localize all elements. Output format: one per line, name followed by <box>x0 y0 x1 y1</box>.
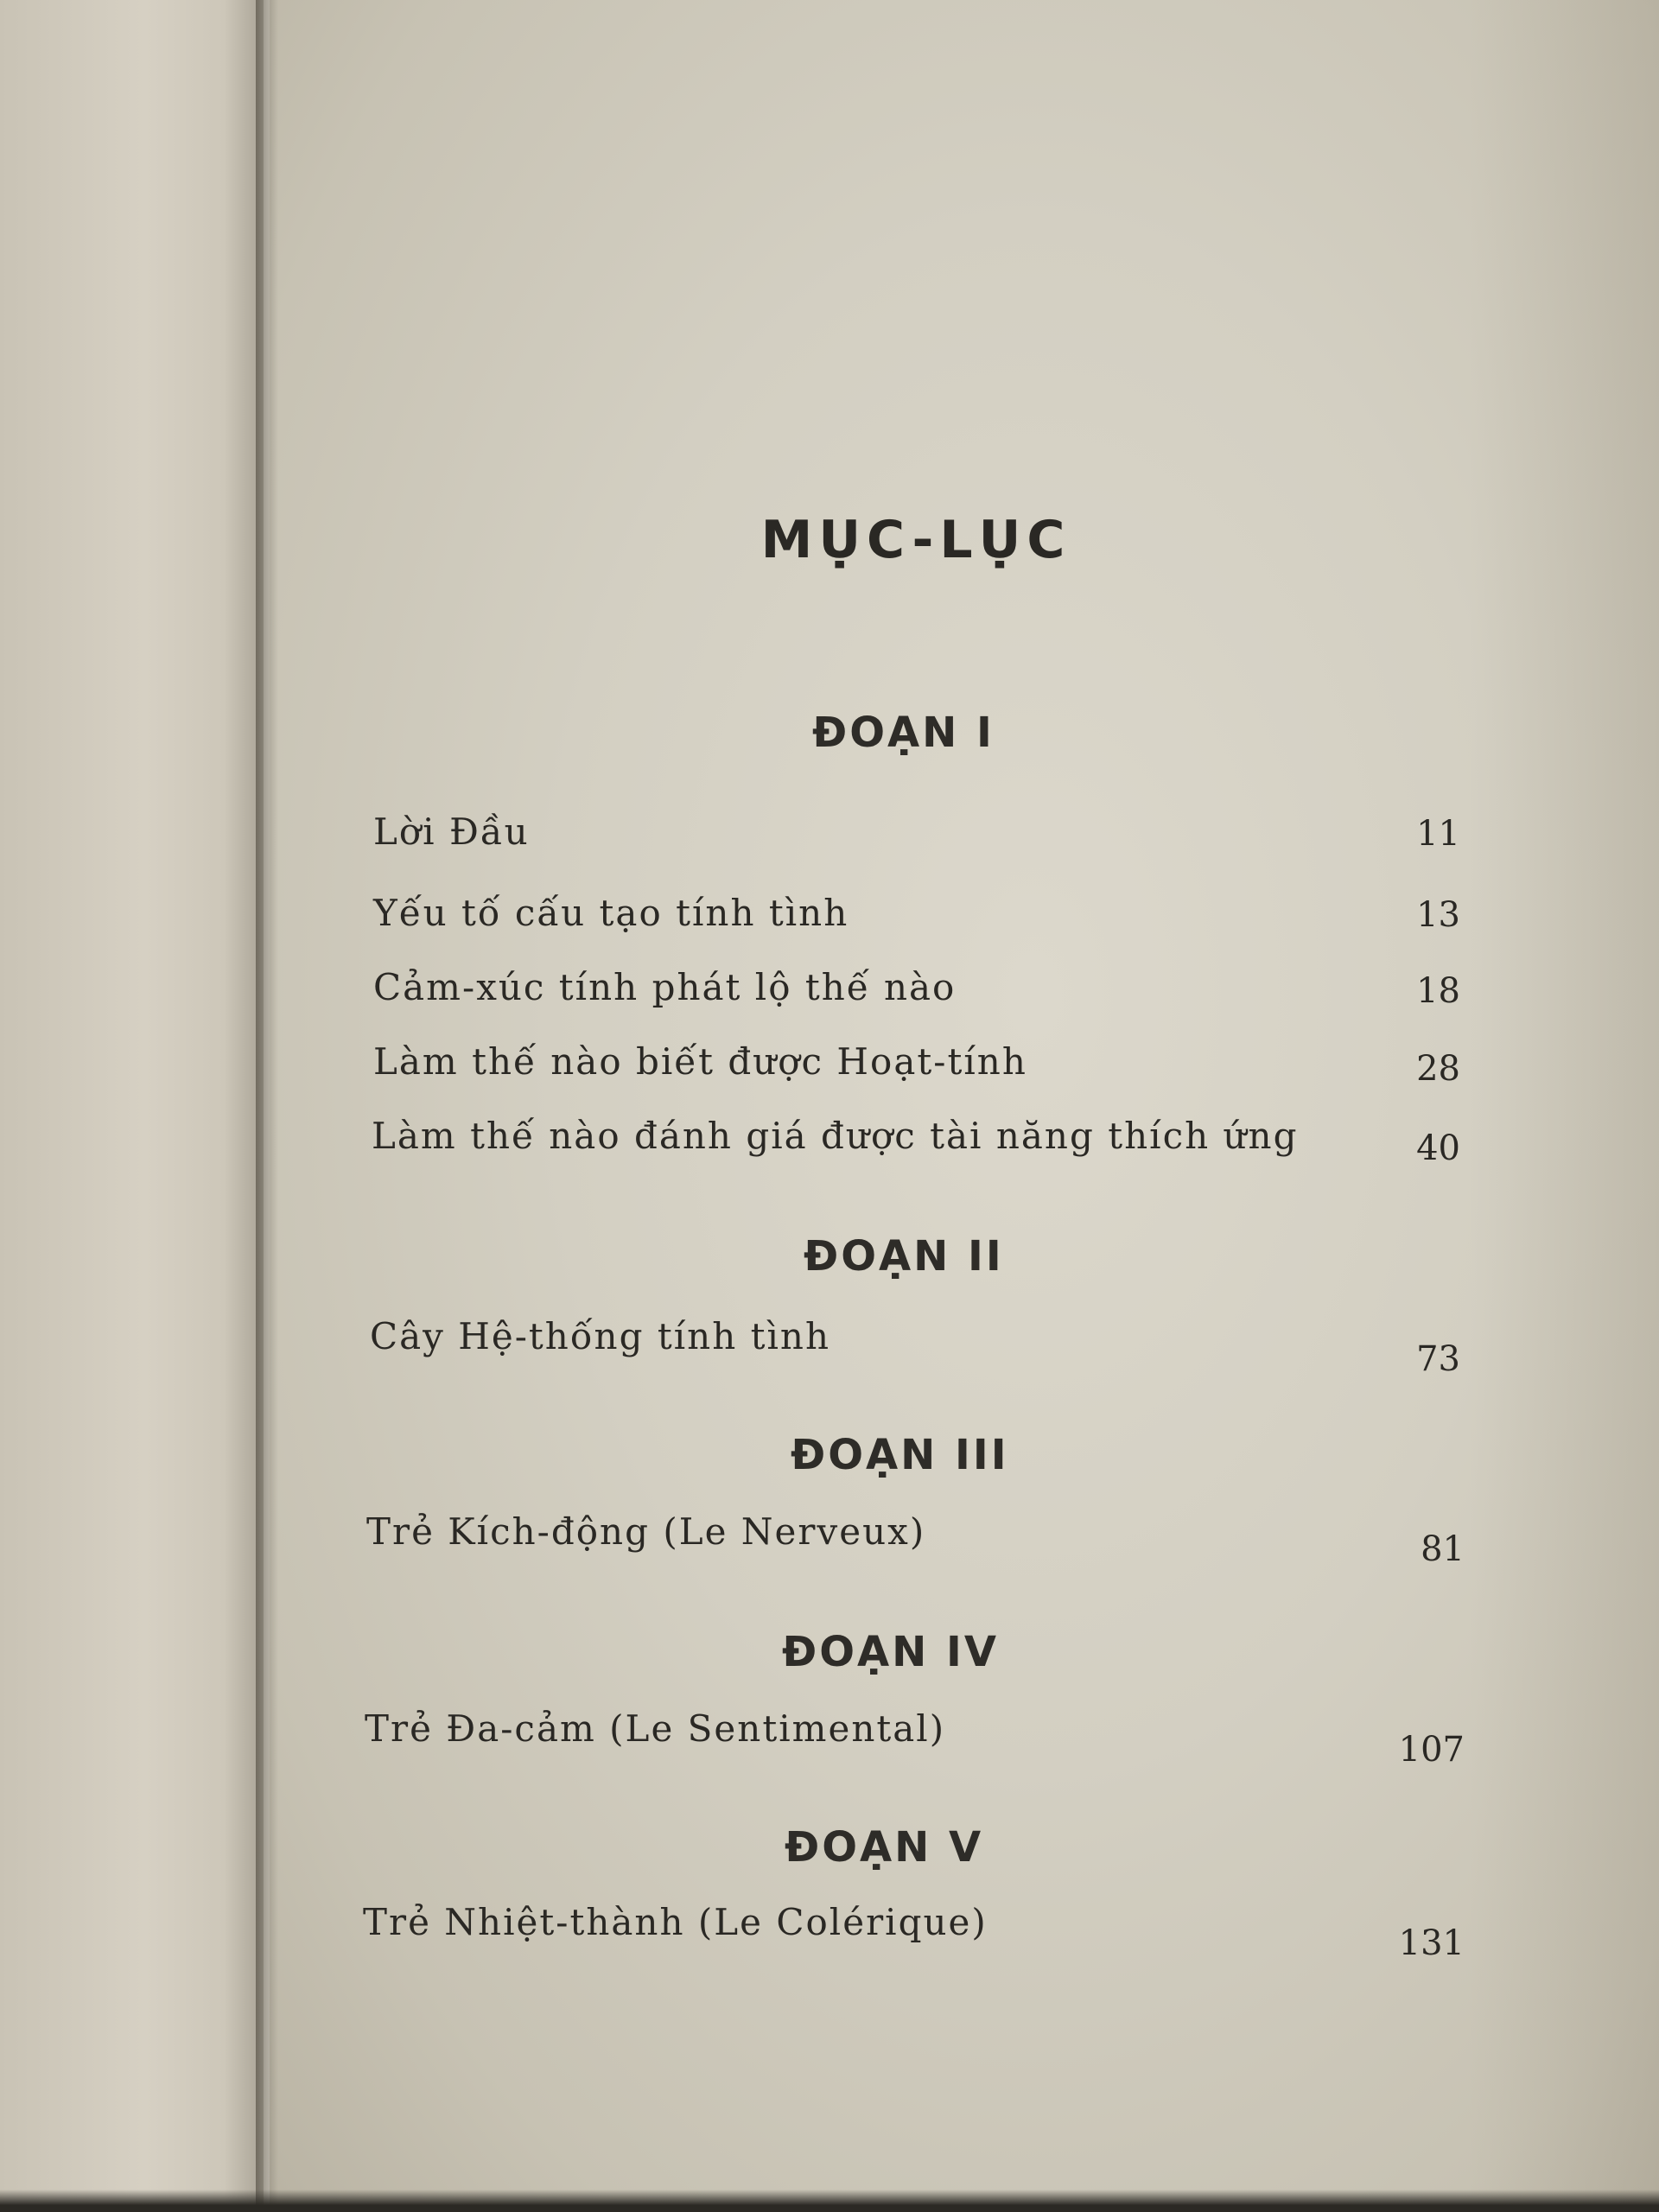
section-heading-2: ĐOẠN II <box>804 1232 1004 1281</box>
toc-entry-title: Yếu tố cấu tạo tính tình <box>373 892 849 934</box>
toc-entry-page: 28 <box>1416 1049 1460 1089</box>
section-heading-1: ĐOẠN I <box>812 709 995 757</box>
toc-entry-page: 11 <box>1416 814 1460 854</box>
section-heading-4: ĐOẠN IV <box>782 1628 1000 1676</box>
toc-entry-title: Trẻ Kích-động (Le Nerveux) <box>366 1510 926 1553</box>
toc-entry-title: Làm thế nào biết được Hoạt-tính <box>373 1040 1027 1083</box>
toc-entry-title: Lời Đầu <box>373 810 530 853</box>
toc-entry-page: 131 <box>1398 1923 1465 1963</box>
page-title: MỤC-LỤC <box>760 510 1071 570</box>
toc-entry-page: 13 <box>1416 895 1460 935</box>
toc-entry-title: Cây Hệ-thống tính tình <box>370 1315 831 1357</box>
toc-entry-title: Trẻ Nhiệt-thành (Le Colérique) <box>363 1901 988 1943</box>
toc-entry-page: 73 <box>1416 1339 1460 1379</box>
section-heading-3: ĐOẠN III <box>791 1431 1009 1479</box>
left-facing-page <box>0 0 264 2212</box>
toc-entry-title: Trẻ Đa-cảm (Le Sentimental) <box>365 1707 946 1750</box>
toc-entry-page: 107 <box>1398 1730 1465 1770</box>
table-of-contents-page <box>270 0 1659 2212</box>
book-bottom-edge <box>0 2190 1659 2212</box>
toc-entry-title: Cảm-xúc tính phát lộ thế nào <box>373 966 957 1008</box>
section-heading-5: ĐOẠN V <box>785 1823 984 1872</box>
toc-entry-page: 40 <box>1416 1128 1460 1168</box>
book-gutter-shadow <box>256 0 278 2212</box>
toc-entry-title: Làm thế nào đánh giá được tài năng thích ứng <box>372 1115 1299 1157</box>
toc-entry-page: 81 <box>1421 1529 1465 1569</box>
toc-entry-page: 18 <box>1416 971 1460 1011</box>
